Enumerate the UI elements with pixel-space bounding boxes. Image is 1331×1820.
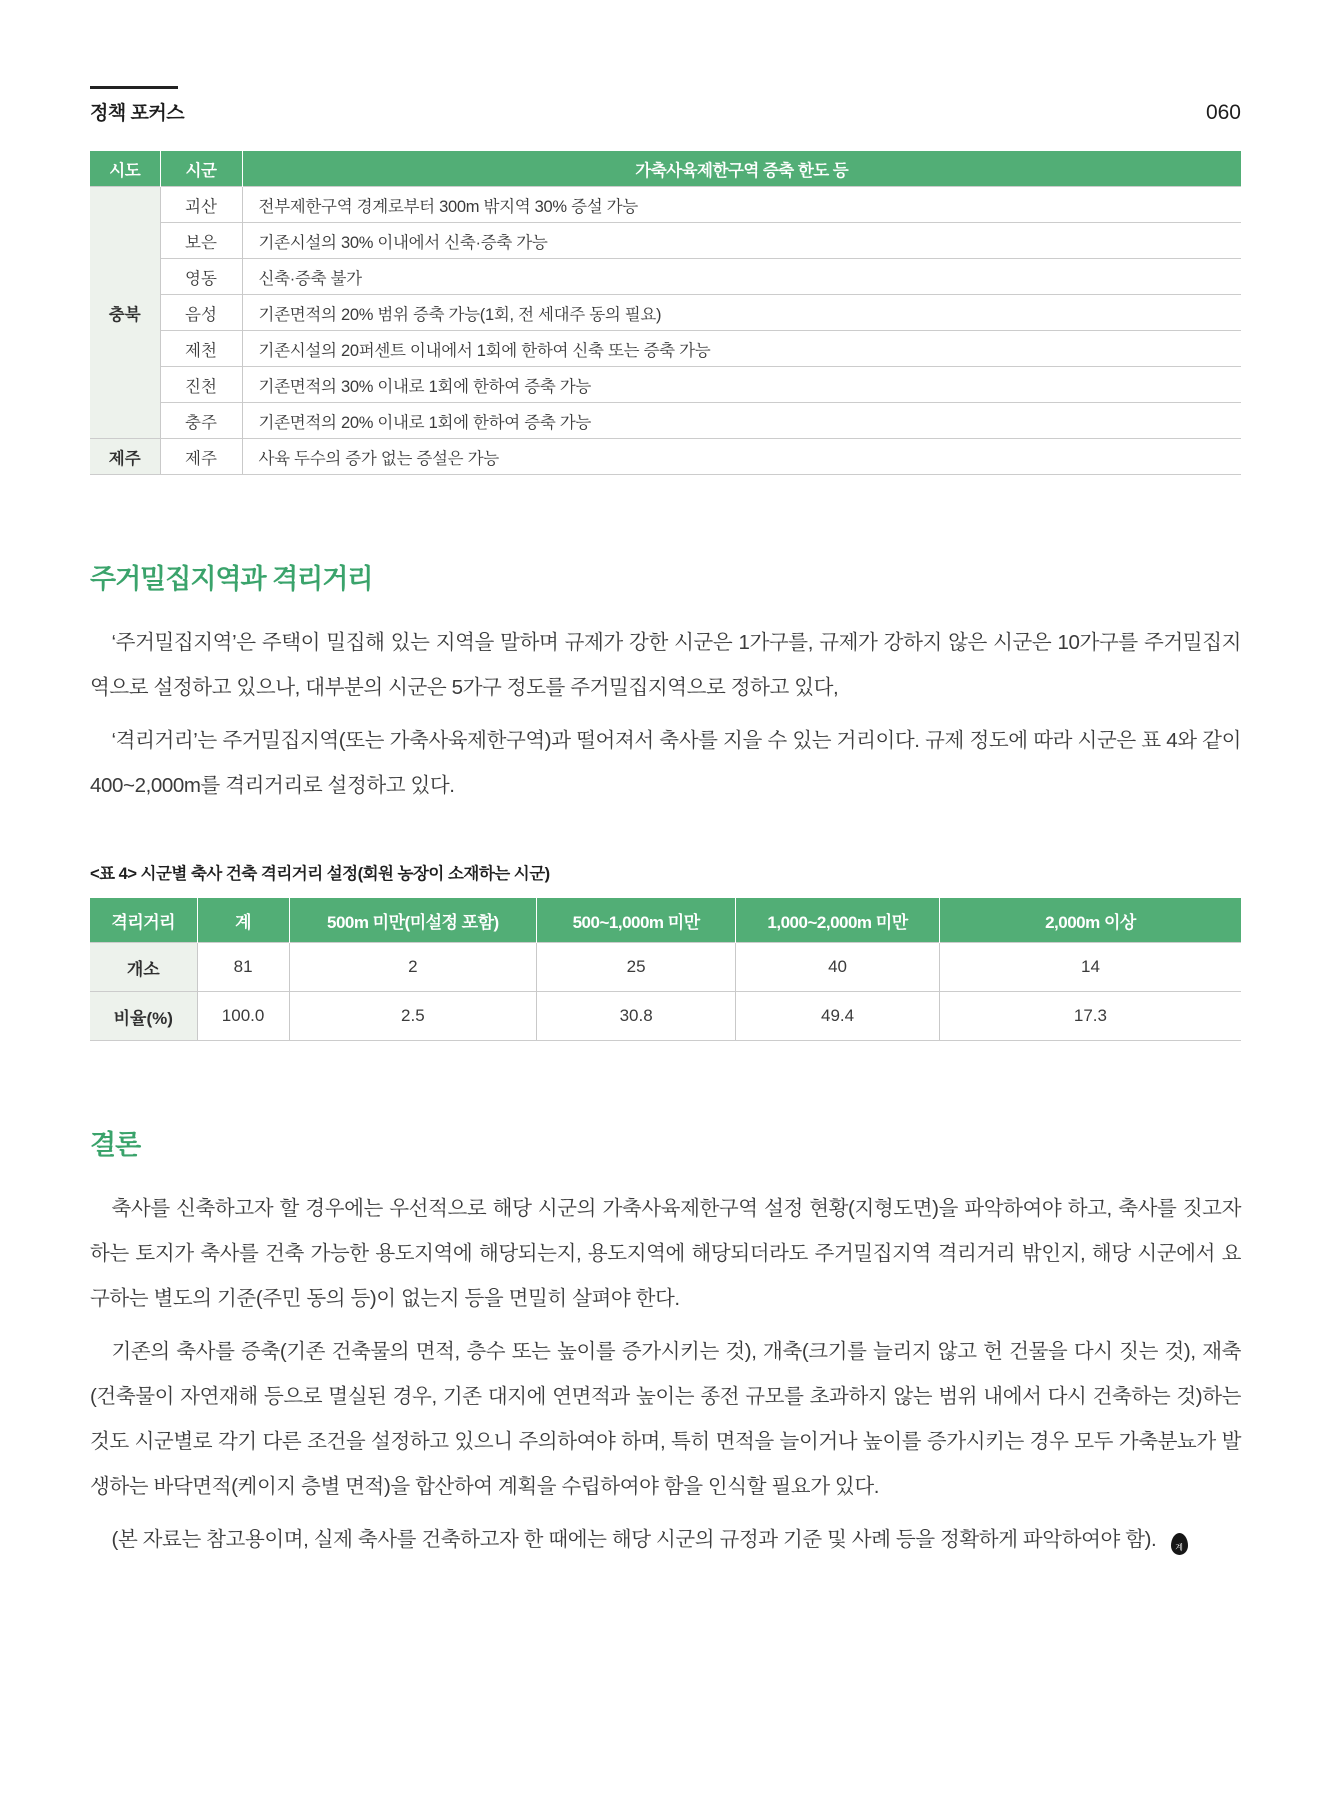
value-cell: 2.5 [289,992,536,1041]
district-cell: 제천 [160,331,242,367]
body-paragraph: ‘주거밀집지역’은 주택이 밀집해 있는 지역을 말하며 규제가 강한 시군은 1가구를, 규제가 강하지 않은 시군은 10가구를 주거밀집지역으로 설정하고 있으나, 대부분의 시군은 5가구 정도를 주거밀집지역으로 정하고 있다, [90,631,1241,699]
body-paragraph [90,1517,1241,1562]
district-cell: 진천 [160,367,242,403]
table-row [90,943,1241,992]
row-label-count: 개소 [90,943,197,992]
district-cell: 충주 [160,403,242,439]
table2-header-over2000: 2,000m 이상 [939,898,1241,943]
district-cell: 음성 [160,295,242,331]
district-cell: 보은 [160,223,242,259]
detail-cell: 기존면적의 20% 범위 증축 가능(1회, 전 세대주 동의 필요) [242,295,1241,331]
table2-header-500to1000: 500~1,000m 미만 [537,898,736,943]
table1-header-sigun: 시군 [160,151,242,187]
detail-cell: 기존시설의 30% 이내에서 신축·증축 가능 [242,223,1241,259]
section-title-conclusion: 결론 [90,1130,141,1160]
table-header-row [90,898,1241,943]
table2-header-total: 계 [197,898,289,943]
section-title-residential-distance: 주거밀집지역과 격리거리 [90,564,373,594]
separation-distance-table [90,898,1241,1041]
table-row [90,367,1241,403]
header-rule [90,86,178,89]
detail-cell: 신축·증축 불가 [242,259,1241,295]
restriction-zone-table [90,151,1241,475]
value-cell: 30.8 [537,992,736,1041]
table-row [90,992,1241,1041]
header-left [90,86,184,125]
table-row [90,295,1241,331]
value-cell: 17.3 [939,992,1241,1041]
detail-cell: 사육 두수의 증가 없는 증설은 가능 [242,439,1241,475]
table-row [90,223,1241,259]
value-cell: 25 [537,943,736,992]
district-cell: 제주 [160,439,242,475]
province-cell-jeju: 제주 [90,439,160,475]
body-paragraph: ‘격리거리’는 주거밀집지역(또는 가축사육제한구역)과 떨어져서 축사를 지을 수 있는 거리이다. 규제 정도에 따라 시군은 표 4와 같이 400~2,000m를 격리거리로 설정하고 있다. [90,729,1241,797]
table-header-row [90,151,1241,187]
province-cell-chungbuk: 충북 [90,187,160,439]
row-label-ratio: 비율(%) [90,992,197,1041]
table1-header-detail: 가축사육제한구역 증축 한도 등 [242,151,1241,187]
page-number: 060 [1205,101,1241,124]
body-paragraph: 축사를 신축하고자 할 경우에는 우선적으로 해당 시군의 가축사육제한구역 설정 현황(지형도면)을 파악하여야 하고, 축사를 짓고자 하는 토지가 축사를 건축 가능한 용도지역에 해당되는지, 용도지역에 해당되더라도 주거밀집지역 격리거리 밖인지, 해당 시군에서 요구하는 별도의 기준(주민 동의 등)이 없는지 등을 면밀히 살펴야 한다. [90,1197,1241,1310]
district-cell: 영동 [160,259,242,295]
detail-cell: 전부제한구역 경계로부터 300m 밖지역 30% 증설 가능 [242,187,1241,223]
value-cell: 100.0 [197,992,289,1041]
value-cell: 49.4 [736,992,940,1041]
table-row [90,187,1241,223]
value-cell: 14 [939,943,1241,992]
detail-cell: 기존면적의 20% 이내로 1회에 한하여 증축 가능 [242,403,1241,439]
table4-caption: <표 4> 시군별 축사 건축 격리거리 설정(회원 농장이 소재하는 시군) [90,865,550,883]
table-row [90,439,1241,475]
table-row [90,259,1241,295]
district-cell: 괴산 [160,187,242,223]
table2-header-label: 격리거리 [90,898,197,943]
table-row [90,403,1241,439]
closing-note-text: (본 자료는 참고용이며, 실제 축사를 건축하고자 한 때에는 해당 시군의 규정과 기준 및 사례 등을 정확하게 파악하여야 함). [111,1528,1157,1551]
table2-header-1000to2000: 1,000~2,000m 미만 [736,898,940,943]
detail-cell: 기존면적의 30% 이내로 1회에 한하여 증축 가능 [242,367,1241,403]
page-header [0,0,1331,125]
value-cell: 40 [736,943,940,992]
value-cell: 81 [197,943,289,992]
detail-cell: 기존시설의 20퍼센트 이내에서 1회에 한하여 신축 또는 증축 가능 [242,331,1241,367]
body-paragraph: 기존의 축사를 증축(기존 건축물의 면적, 층수 또는 높이를 증가시키는 것), 개축(크기를 늘리지 않고 헌 건물을 다시 짓는 것), 재축(건축물이 자연재해 등으로 멸실된 경우, 기존 대지에 연면적과 높이는 종전 규모를 초과하지 않는 범위 내에서 다시 건축하는 것)하는 것도 시군별로 각기 다른 조건을 설정하고 있으니 주의하여야 하며, 특히 면적을 늘이거나 높이를 증가시키는 경우 모두 가축분뇨가 발생하는 바닥면적(케이지 층별 면적)을 합산하여 계획을 수립하여야 함을 인식할 필요가 있다. [90,1340,1241,1498]
value-cell: 2 [289,943,536,992]
table1-header-sido: 시도 [90,151,160,187]
section-header-label: 정책 포커스 [90,103,185,124]
egg-seal-icon: 양계 [1171,1533,1188,1555]
table-row [90,331,1241,367]
table2-header-under500: 500m 미만(미설정 포함) [289,898,536,943]
